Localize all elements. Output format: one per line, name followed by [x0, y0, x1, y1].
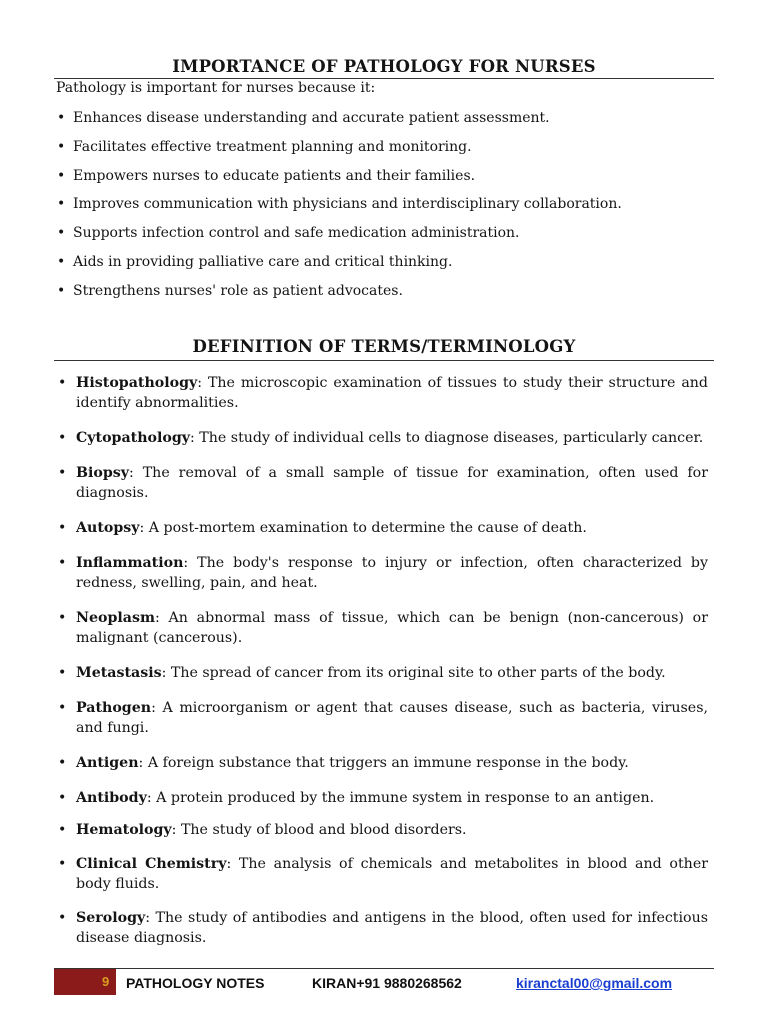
term-definition: : The study of individual cells to diagnose diseases, particularly cancer. [190, 430, 704, 446]
footer-email-link[interactable]: kiranctal00@gmail.com [516, 975, 673, 991]
term-name: Clinical Chemistry [76, 856, 227, 872]
term-name: Histopathology [76, 375, 198, 391]
term-item [56, 608, 708, 648]
page-number: 9 [102, 974, 110, 989]
list-item: • Aids in providing palliative care and critical thinking. [56, 252, 706, 281]
page-number-badge [54, 969, 116, 995]
term-definition: : An abnormal mass of tissue, which can be benign (non-cancerous) or malignant (cancerous). [76, 610, 708, 646]
list-item: • Supports infection control and safe medication administration. [56, 223, 706, 252]
term-definition: : The microscopic examination of tissues to study their structure and identify abnormalities. [76, 375, 708, 411]
term-item [56, 753, 708, 773]
term-item [56, 854, 708, 894]
list-item: • Empowers nurses to educate patients and their families. [56, 166, 706, 195]
importance-list [56, 108, 706, 310]
term-definition: : A foreign substance that triggers an immune response in the body. [138, 755, 629, 771]
list-item: • Facilitates effective treatment planning and monitoring. [56, 137, 706, 166]
term-definition: : The study of blood and blood disorders. [171, 822, 467, 838]
term-definition: : The body's response to injury or infection, often characterized by redness, swelling, pain, and heat. [76, 555, 708, 591]
heading-divider [54, 360, 714, 361]
term-name: Antigen [76, 755, 139, 771]
term-item [56, 698, 708, 738]
term-definition: : The spread of cancer from its original site to other parts of the body. [161, 665, 666, 681]
list-item: • Improves communication with physicians and interdisciplinary collaboration. [56, 194, 706, 223]
intro-text: Pathology is important for nurses because it: [56, 80, 376, 96]
term-name: Biopsy [76, 465, 129, 481]
term-item [56, 820, 708, 840]
list-item: • Strengthens nurses' role as patient advocates. [56, 281, 706, 310]
term-name: Antibody [76, 790, 147, 806]
term-item [56, 428, 708, 448]
term-name: Hematology [76, 822, 172, 838]
term-name: Pathogen [76, 700, 152, 716]
footer-divider [54, 968, 714, 969]
heading-divider [54, 78, 714, 79]
term-name: Metastasis [76, 665, 162, 681]
definitions-heading: DEFINITION OF TERMS/TERMINOLOGY [192, 337, 576, 356]
term-item [56, 518, 708, 538]
term-item [56, 463, 708, 503]
terms-list [56, 373, 708, 948]
term-item [56, 373, 708, 413]
term-item [56, 663, 708, 683]
term-name: Inflammation [76, 555, 184, 571]
term-name: Serology [76, 910, 146, 926]
term-name: Cytopathology [76, 430, 191, 446]
term-definition: : A protein produced by the immune system in response to an antigen. [146, 790, 655, 806]
term-definition: : A microorganism or agent that causes disease, such as bacteria, viruses, and fungi. [76, 700, 708, 736]
term-definition: : The removal of a small sample of tissue for examination, often used for diagnosis. [76, 465, 708, 501]
term-item [56, 908, 708, 948]
footer-contact: KIRAN+91 9880268562 [312, 975, 462, 991]
term-name: Autopsy [76, 520, 140, 536]
term-definition: : A post-mortem examination to determine the cause of death. [139, 520, 587, 536]
footer-notes-label: PATHOLOGY NOTES [126, 975, 265, 991]
term-item [56, 788, 708, 808]
term-item [56, 553, 708, 593]
term-definition: : The study of antibodies and antigens in the blood, often used for infectious disease diagnosis. [76, 910, 708, 946]
term-definition: : The analysis of chemicals and metabolites in blood and other body fluids. [76, 856, 708, 892]
importance-heading: IMPORTANCE OF PATHOLOGY FOR NURSES [172, 57, 596, 76]
list-item: • Enhances disease understanding and accurate patient assessment. [56, 108, 706, 137]
term-name: Neoplasm [76, 610, 155, 626]
